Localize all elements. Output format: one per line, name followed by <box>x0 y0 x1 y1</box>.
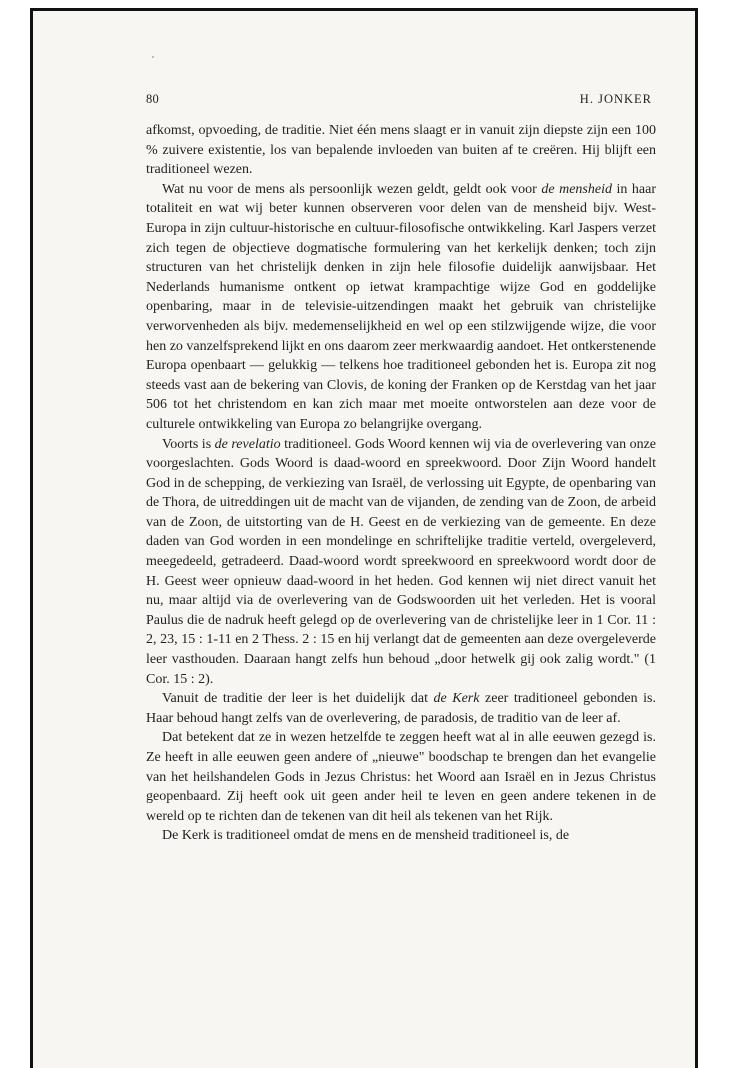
scan-speck <box>152 56 154 58</box>
emphasis: de mensheid <box>541 181 612 197</box>
running-head: H. JONKER <box>579 92 652 106</box>
paragraph-text: zeer traditioneel gebonden is. Haar behoud hangt zelfs van de overlevering, de paradosis, de traditio van de leer af. <box>146 691 656 726</box>
paragraph-3 <box>146 435 656 690</box>
paragraph-text: in haar totaliteit en wat wij beter kunnen observeren voor delen van de mensheid bijv. West-Europa in zijn cultuur-historische en cultuur-filosofische ontwikkeling. Karl Jaspers verzet zich tegen de objectieve dogmatische formulering van het kerkelijk denken; toch zijn structuren van het christelijk denken in zijn hele filosofie duidelijk aanwijsbaar. Het Nederlands humanisme ontkent op ietwat krampachtige wijze God en goddelijke openbaring, maar in de televisie-uitzendingen maakt het gebruik van christelijke verworvenheden als bijv. medemenselijkheid en wel op een stilzwijgende wijze, die voor hen zo vanzelfsprekend lijkt en ons daarom zeer merkwaardig aandoet. Het ontkerstenende Europa openbaart — gelukkig — telkens hoe traditioneel gebonden het is. Europa zit nog steeds vast aan de bekering van Clovis, de koning der Franken op de Kerstdag van het jaar 506 tot het christendom en kan zich maar met moeite ontworstelen aan deze voor de culturele ontwikkeling van Europa zo belangrijke overgang. <box>146 181 657 432</box>
page-header <box>146 92 652 108</box>
paragraph-text: Wat nu voor de mens als persoonlijk wezen geldt, geldt ook voor <box>162 181 542 197</box>
paragraph-2 <box>146 180 656 435</box>
emphasis: de revelatio <box>214 436 281 452</box>
paragraph-text: Vanuit de traditie der leer is het duidelijk dat <box>162 691 434 707</box>
paragraph-text: afkomst, opvoeding, de traditie. Niet één mens slaagt er in vanuit zijn diepste zijn een 100 % zuivere existentie, los van bepalende invloeden van buiten af te creëren. Hij blijft een traditioneel wezen. <box>146 123 656 178</box>
paragraph-4 <box>146 689 656 728</box>
page-frame-right <box>695 8 698 1068</box>
emphasis: de Kerk <box>433 691 480 707</box>
page-number: 80 <box>146 92 160 106</box>
paragraph-text: traditioneel. Gods Woord kennen wij via de overlevering van onze voorgeslachten. Gods Woord is daad-woord en spreekwoord. Door Zijn Woord handelt God in de schepping, de verkiezing van Israël, de verlossing uit Egypte, de openbaring van de Thora, de uitreddingen uit de macht van de vijanden, de zending van de Zoon, de arbeid van de Zoon, de uitstorting van de H. Geest en de verkiezing van de gemeente. En deze daden van God worden in een mondelinge en schriftelijke traditie verteld, overgeleverd, meegedeeld, getradeerd. Daad-woord wordt spreekwoord en spreekwoord wordt door de H. Geest weer opnieuw daad-woord in het heden. God kennen wij niet direct vanuit het nu, maar altijd via de overlevering van de Godswoorden uit het verleden. Het is vooral Paulus die de nadruk heeft gelegd op de overlevering van de christelijke leer in 1 Cor. 11 : 2, 23, 15 : 1-11 en 2 Thess. 2 : 15 en hij verlangt dat de gemeenten aan deze overgeleverde leer vasthouden. Daaraan hangt zelfs hun behoud „door hetwelk gij ook zalig wordt." (1 Cor. 15 : 2). <box>146 436 656 687</box>
paragraph-5 <box>146 728 656 826</box>
paragraph-6 <box>146 826 656 846</box>
paragraph-text: Dat betekent dat ze in wezen hetzelfde te zeggen heeft wat al in alle eeuwen gezegd is. Ze heeft in alle eeuwen geen andere of „nieuwe" boodschap te brengen dan het evangelie van het heilshandelen Gods in Jezus Christus: het Woord aan Israël en in Jezus Christus geopenbaard. Zij heeft ook uit geen ander heil te leven en geen andere tekenen in de wereld op te richten dan de tekenen van dit heil als tekenen van het Rijk. <box>146 730 656 824</box>
paragraph-text: De Kerk is traditioneel omdat de mens en de mensheid traditioneel is, de <box>162 828 570 844</box>
paragraph-1 <box>146 121 656 180</box>
body-text <box>146 121 656 846</box>
paragraph-text: Voorts is <box>162 436 215 452</box>
